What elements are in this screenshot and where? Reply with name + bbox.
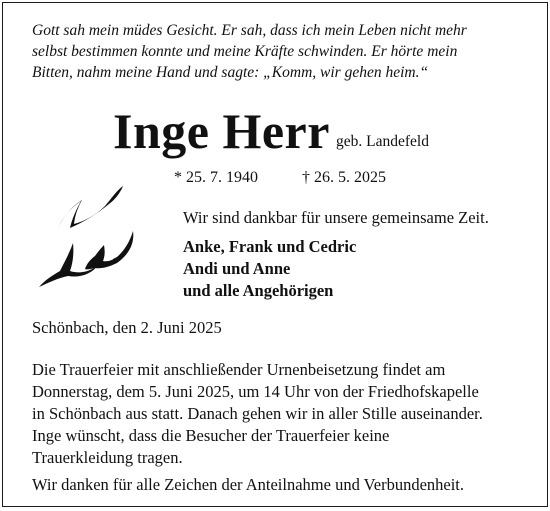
poem-line: selbst bestimmen konnte und meine Kräfte schwinden. Er hörte mein [32, 43, 458, 60]
life-dates [174, 169, 386, 187]
ceremony-line: Die Trauerfeier mit anschließender Urnenbeisetzung findet am [32, 360, 446, 379]
mourner-line: Anke, Frank und Cedric [183, 237, 357, 256]
place-date: Schönbach, den 2. Juni 2025 [32, 318, 222, 337]
flying-birds-icon [29, 183, 141, 288]
poem-text [32, 20, 467, 83]
ceremony-line: Inge wünscht, dass die Besucher der Trauerfeier keine [32, 426, 390, 445]
ceremony-line: Trauerkleidung tragen. [32, 448, 183, 467]
mourner-line: Andi und Anne [183, 259, 291, 278]
poem-line: Bitten, nahm meine Hand und sagte: „Komm, wir gehen heim.“ [32, 64, 429, 81]
obituary-notice [2, 2, 548, 507]
birth-date: * 25. 7. 1940 [174, 169, 258, 186]
death-date: † 26. 5. 2025 [302, 169, 386, 186]
thanks-line: Wir sind dankbar für unsere gemeinsame Zeit. [183, 208, 489, 227]
poem-line: Gott sah mein müdes Gesicht. Er sah, dass ich mein Leben nicht mehr [32, 22, 467, 39]
mourner-line: und alle Angehörigen [183, 281, 334, 300]
ceremony-line: in Schönbach aus statt. Danach gehen wir in aller Stille auseinander. [32, 404, 483, 423]
mourners-list [183, 236, 356, 302]
ceremony-line: Donnerstag, dem 5. Juni 2025, um 14 Uhr von der Friedhofskapelle [32, 382, 479, 401]
closing-line: Wir danken für alle Zeichen der Anteilnahme und Verbundenheit. [32, 475, 465, 494]
deceased-name: Inge Herr [113, 103, 330, 159]
ceremony-details [32, 359, 483, 469]
maiden-name: geb. Landefeld [336, 133, 429, 150]
